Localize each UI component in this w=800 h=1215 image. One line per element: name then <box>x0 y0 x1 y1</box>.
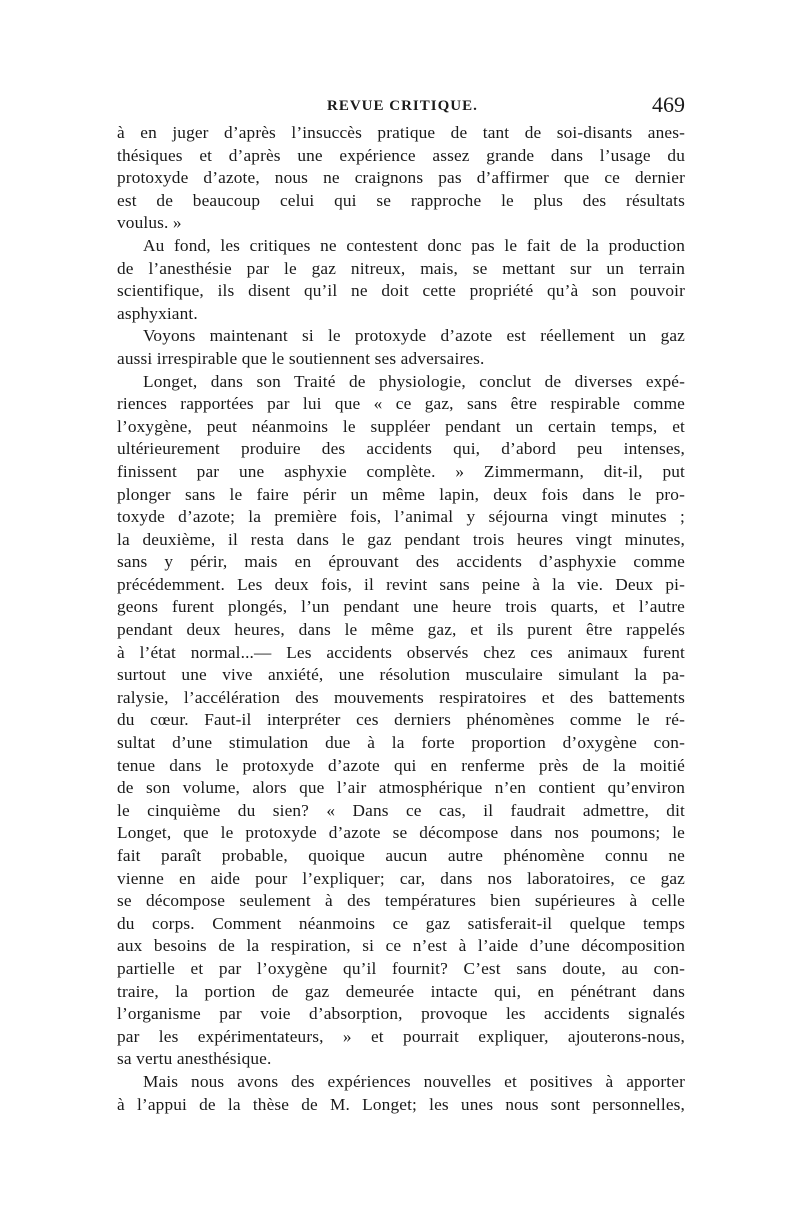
text-line: aux besoins de la respiration, si ce n’est à l’aide d’une décomposition <box>117 936 685 956</box>
text-line: le cinquième du sien? « Dans ce cas, il faudrait admettre, dit <box>117 800 685 820</box>
text-line: pendant deux heures, dans le même gaz, et ils purent être rappelés <box>117 620 685 640</box>
text-line: ultérieurement produire des accidents qui, d’abord peu intenses, <box>117 439 685 459</box>
text-line: finissent par une asphyxie complète. » Zimmermann, dit-il, put <box>117 461 685 481</box>
text-line: par les expérimentateurs, » et pourrait expliquer, ajouterons-nous, <box>117 1026 685 1046</box>
text-line: partielle et par l’oxygène qu’il fournit? C’est sans doute, au con- <box>117 958 685 978</box>
text-line: Au fond, les critiques ne contestent donc pas le fait de la production <box>143 235 685 255</box>
text-line: à l’état normal...— Les accidents observés chez ces animaux furent <box>117 642 685 662</box>
text-line: la deuxième, il resta dans le gaz pendant trois heures vingt minutes, <box>117 529 685 549</box>
text-line: l’organisme par voie d’absorption, provoque les accidents signalés <box>117 1004 685 1024</box>
running-title: REVUE CRITIQUE. <box>327 98 478 114</box>
text-line: Voyons maintenant si le protoxyde d’azote est réellement un gaz <box>143 326 685 346</box>
text-line: plonger sans le faire périr un même lapin, deux fois dans le pro- <box>117 484 685 504</box>
text-line: vienne en aide pour l’expliquer; car, dans nos laboratoires, ce gaz <box>117 868 685 888</box>
text-line: à en juger d’après l’insuccès pratique de tant de soi-disants anes- <box>117 123 685 142</box>
book-page <box>117 92 685 1116</box>
text-line: geons furent plongés, l’un pendant une heure trois quarts, et l’autre <box>117 597 685 617</box>
text-line: asphyxiant. <box>117 303 198 323</box>
text-line: sa vertu anesthésique. <box>117 1049 272 1069</box>
text-line: sans y périr, mais en éprouvant des accidents d’asphyxie comme <box>117 552 685 572</box>
text-line: fait paraît probable, quoique aucun autre phénomène connu ne <box>117 846 685 865</box>
text-line: voulus. » <box>117 213 182 233</box>
text-line: surtout une vive anxiété, une résolution musculaire simulant la pa- <box>117 665 685 685</box>
text-line: Mais nous avons des expériences nouvelles et positives à apporter <box>143 1071 685 1091</box>
text-line: à l’appui de la thèse de M. Longet; les unes nous sont personnelles, <box>117 1094 685 1114</box>
text-line: toxyde d’azote; la première fois, l’animal y séjourna vingt minutes ; <box>117 507 685 527</box>
text-line: scientifique, ils disent qu’il ne doit cette propriété qu’à son pouvoir <box>117 281 685 301</box>
text-line: de l’anesthésie par le gaz nitreux, mais, se mettant sur un terrain <box>117 258 685 278</box>
text-line: traire, la portion de gaz demeurée intacte qui, en pénétrant dans <box>117 981 685 1001</box>
text-line: ralysie, l’accélération des mouvements respiratoires et des battements <box>117 687 685 707</box>
text-line: tenue dans le protoxyde d’azote qui en renferme près de la moitié <box>117 755 685 775</box>
text-line: sultat d’une stimulation due à la forte proportion d’oxygène con- <box>117 733 685 753</box>
running-header <box>117 92 685 118</box>
text-line: précédemment. Les deux fois, il revint sans peine à la vie. Deux pi- <box>117 574 685 594</box>
text-line: du cœur. Faut-il interpréter ces derniers phénomènes comme le ré- <box>117 710 685 730</box>
text-line: thésiques et d’après une expérience assez grande dans l’usage du <box>117 145 685 165</box>
body-text <box>117 122 685 1116</box>
text-line: est de beaucoup celui qui se rapproche le plus des résultats <box>117 190 685 210</box>
text-line: l’oxygène, peut néanmoins le suppléer pendant un certain temps, et <box>117 416 685 436</box>
page-number: 469 <box>652 92 685 117</box>
text-line: aussi irrespirable que le soutiennent ses adversaires. <box>117 348 485 368</box>
text-line: protoxyde d’azote, nous ne craignons pas d’affirmer que ce dernier <box>117 168 685 188</box>
text-line: se décompose seulement à des températures bien supérieures à celle <box>117 891 685 911</box>
text-line: riences rapportées par lui que « ce gaz, sans être respirable comme <box>117 394 685 414</box>
text-line: Longet, que le protoxyde d’azote se décompose dans nos poumons; le <box>117 823 685 843</box>
text-line: de son volume, alors que l’air atmosphérique n’en contient qu’environ <box>117 778 685 798</box>
text-line: Longet, dans son Traité de physiologie, conclut de diverses expé- <box>143 371 685 391</box>
text-line: du corps. Comment néanmoins ce gaz satisferait-il quelque temps <box>117 913 685 933</box>
